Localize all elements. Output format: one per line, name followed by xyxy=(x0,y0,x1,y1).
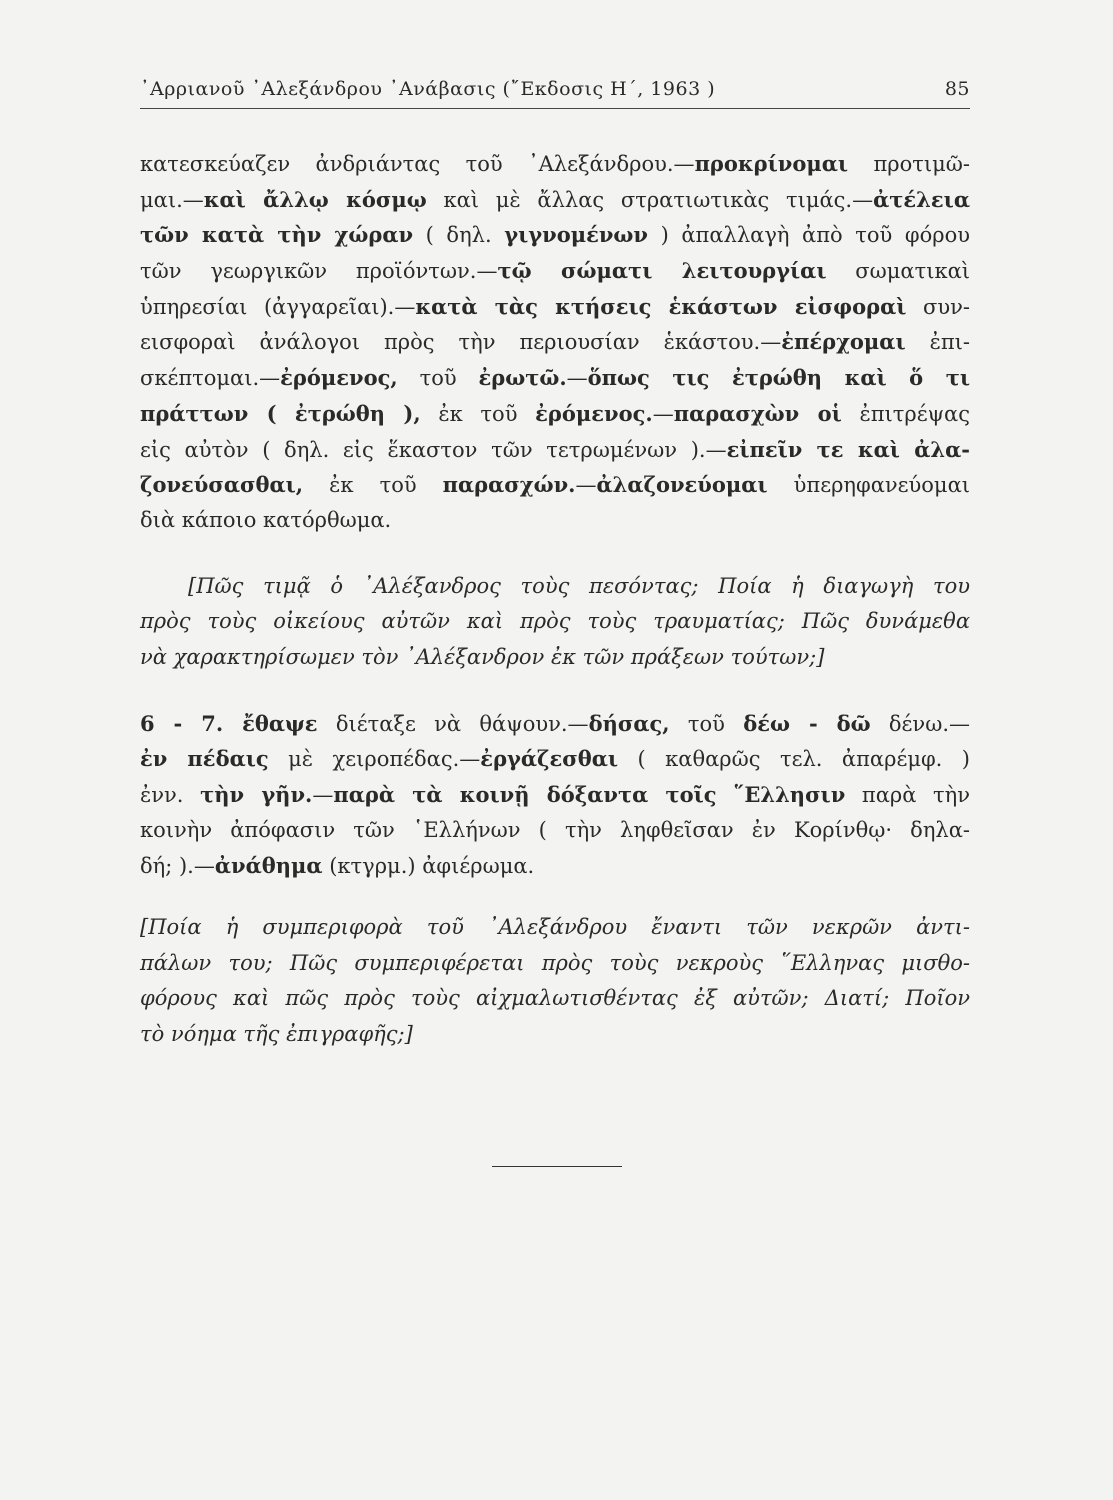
running-header xyxy=(140,74,970,109)
question-line: τὸ νόημα τῆς ἐπιγραφῆς;] xyxy=(140,1022,413,1047)
text-line: δή; ).—ἀνάθημα (κτγρμ.) ἀφιέρωμα. xyxy=(140,853,535,879)
page-body xyxy=(140,146,970,1053)
text-line: ὑπηρεσίαι (ἀγγαρεῖαι).—κατὰ τὰς κτήσεις ἑκάστων εἰσφοραὶ συν- xyxy=(140,293,970,319)
question-line: [Πῶς τιμᾷ ὁ ᾿Αλέξανδρος τοὺς πεσόντας; Ποία ἡ διαγωγὴ του xyxy=(188,573,970,598)
text-line: ἐν πέδαις μὲ χειροπέδας.—ἐργάζεσθαι ( καθαρῶς τελ. ἀπαρέμφ. ) xyxy=(140,746,970,772)
text-line: τῶν κατὰ τὴν χώραν ( δηλ. γιγνομένων ) ἀπαλλαγὴ ἀπὸ τοῦ φόρου xyxy=(140,222,970,248)
text-line: πράττων ( ἐτρώθη ), ἐκ τοῦ ἐρόμενος.—παρασχὼν οἱ ἐπιτρέψας xyxy=(140,400,971,426)
commentary-paragraph-1 xyxy=(140,146,970,539)
text-line: κοινὴν ἀπόφασιν τῶν ῾Ελλήνων ( τὴν ληφθεῖσαν ἐν Κορίνθῳ· δηλα- xyxy=(140,817,970,842)
question-block-2 xyxy=(140,910,970,1053)
text-line: εἰς αὐτὸν ( δηλ. εἰς ἕκαστον τῶν τετρωμένων ).—εἰπεῖν τε καὶ ἀλα- xyxy=(140,436,971,462)
header-title: ᾿Αρριανοῦ ᾿Αλεξάνδρου ᾿Ανάβασις (῎Εκδοσις Η΄, 1963 ) xyxy=(140,78,716,100)
question-line: φόρους καὶ πῶς πρὸς τοὺς αἰχμαλωτισθέντας ἐξ αὐτῶν; Διατί; Ποῖον xyxy=(140,986,970,1011)
question-line: πάλων του; Πῶς συμπεριφέρεται πρὸς τοὺς νεκροὺς ῞Ελληνας μισθο- xyxy=(140,950,970,975)
question-line: νὰ χαρακτηρίσωμεν τὸν ᾿Αλέξανδρον ἐκ τῶν πράξεων τούτων;] xyxy=(140,644,825,669)
text-line: 6 - 7. ἔθαψε διέταξε νὰ θάψουν.—δήσας, τοῦ δέω - δῶ δένω.— xyxy=(140,710,971,736)
text-line: ἐνν. τὴν γῆν.—παρὰ τὰ κοινῇ δόξαντα τοῖς ῞Ελλησιν παρὰ τὴν xyxy=(140,782,970,807)
text-line: τῶν γεωργικῶν προϊόντων.—τῷ σώματι λειτουργίαι σωματικαὶ xyxy=(140,258,970,284)
question-block-1 xyxy=(140,569,970,676)
text-line: κατεσκεύαζεν ἀνδριάντας τοῦ ᾿Αλεξάνδρου.—προκρίνομαι προτιμῶ- xyxy=(140,151,970,176)
commentary-paragraph-2 xyxy=(140,706,970,884)
question-line: [Ποία ἡ συμπεριφορὰ τοῦ ᾿Αλεξάνδρου ἔναντι τῶν νεκρῶν ἀντι- xyxy=(140,915,970,940)
text-line: διὰ κάποιο κατόρθωμα. xyxy=(140,507,392,532)
section-divider xyxy=(492,1166,622,1167)
text-line: μαι.—καὶ ἄλλῳ κόσμῳ καὶ μὲ ἄλλας στρατιωτικὰς τιμάς.—ἀτέλεια xyxy=(140,186,970,212)
text-line: εισφοραὶ ἀνάλογοι πρὸς τὴν περιουσίαν ἑκάστου.—ἐπέρχομαι ἐπι- xyxy=(140,329,970,355)
question-line: πρὸς τοὺς οἰκείους αὐτῶν καὶ πρὸς τοὺς τραυματίας; Πῶς δυνάμεθα xyxy=(140,609,970,634)
page-number: 85 xyxy=(944,78,970,100)
text-line: σκέπτομαι.—ἐρόμενος, τοῦ ἐρωτῶ.—ὅπως τις ἐτρώθη καὶ ὅ τι xyxy=(140,365,970,391)
text-line: ζονεύσασθαι, ἐκ τοῦ παρασχών.—ἀλαζονεύομαι ὑπερηφανεύομαι xyxy=(140,472,970,498)
